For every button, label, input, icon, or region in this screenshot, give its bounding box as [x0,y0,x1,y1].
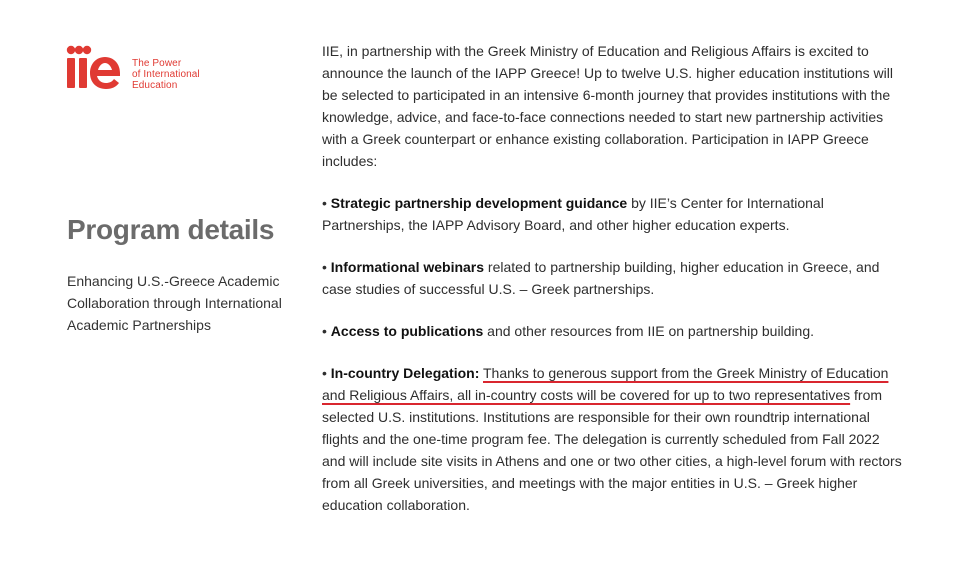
iie-logo [66,44,216,94]
bullet-lead: In-country Delegation: [330,365,480,381]
bullet-dot: • [322,365,331,381]
intro-paragraph: IIE, in partnership with the Greek Ministry of Education and Religious Affairs is excited to announce the launch of the IAPP Greece! Up to twelve U.S. higher education institutions will be selected to participated in an intensive 6-month journey that provides institutions with the knowledge, advice, and face-to-face connections needed to start new partnership activities with a Greek counterpart or enhance existing collaboration. Participation in IAPP Greece includes: [322,43,893,169]
bullet-webinars [322,256,902,300]
bullet-publications [322,320,902,342]
program-description [322,40,902,536]
tagline-line-2: of International [132,69,200,80]
program-subtitle: Enhancing U.S.-Greece Academic Collaboration through International Academic Partnerships [67,273,282,333]
bullet-text: from selected U.S. institutions. Institutions are responsible for their own roundtrip international flights and the one-time program fee. The delegation is currently scheduled from Fall 2022 and will include site visits in Athens and one or two other cities, a high-level forum with rectors from all Greek universities, and meetings with the major entities in U.S. – Greek higher education collaboration. [322,387,902,513]
tagline-line-1: The Power [132,58,182,69]
program-details-heading: Program details [67,214,275,245]
bullet-text: and other resources from IIE on partnership building. [483,323,815,339]
bullet-delegation [322,362,902,516]
tagline-line-3: Education [132,80,178,91]
bullet-lead: Informational webinars [330,259,485,275]
bullet-dot: • [322,323,331,339]
bullet-text: related to partnership building, higher education in Greece, and case studies of successful U.S. – Greek partnerships. [322,259,880,297]
highlighted-funding-text: Thanks to generous support from the Greek Ministry of Education and Religious Affairs, all in-country costs will be covered for up to two representatives [322,365,889,403]
logo-tagline [132,58,200,91]
bullet-dot: • [322,195,331,211]
bullet-lead: Strategic partnership development guidance [330,195,628,211]
bullet-dot: • [322,259,331,275]
bullet-strategic-guidance [322,192,902,236]
iie-logo-mark [66,44,128,92]
bullet-lead: Access to publications [330,323,484,339]
bullet-text: by IIE’s Center for International Partnerships, the IAPP Advisory Board, and other higher education experts. [322,195,824,233]
